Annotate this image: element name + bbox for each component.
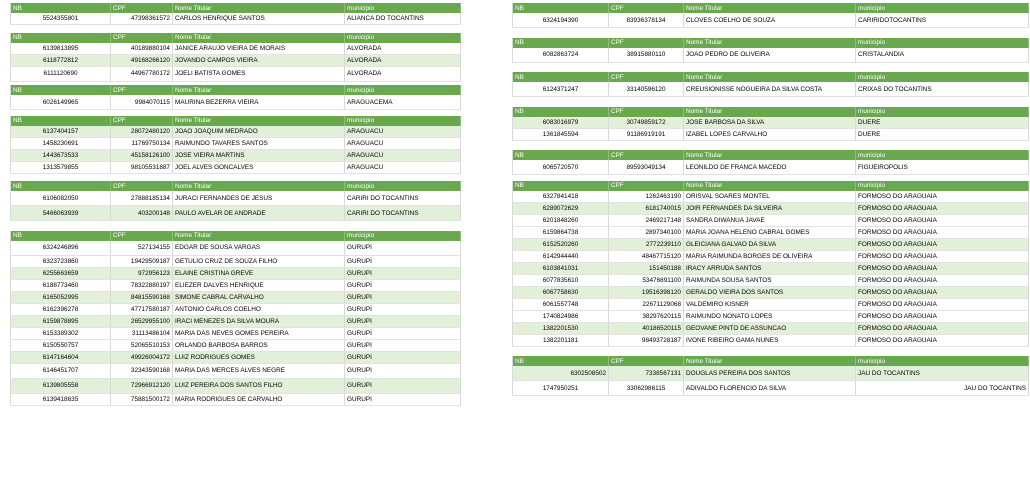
left-table (10, 3, 461, 406)
nb-cell: 6159864738 (513, 226, 609, 238)
name-cell: JOVANDO CAMPOS VIEIRA (173, 54, 345, 66)
nb-cell: 6061557748 (513, 298, 609, 310)
cpf-cell: 32343590168 (111, 363, 173, 378)
table-row (11, 54, 461, 66)
header-cpf: CPF (609, 181, 684, 191)
cpf-cell: 84815590168 (111, 291, 173, 303)
name-cell: JOIR FERNANDES DA SILVEIRA (684, 202, 856, 214)
name-cell: ELIEZER DALVES HENRIQUE (173, 279, 345, 291)
cpf-cell: 48467715120 (609, 250, 684, 262)
table-row (513, 238, 1029, 250)
cpf-cell: 527134155 (111, 241, 173, 256)
name-cell: DOUGLAS PEREIRA DOS SANTOS (684, 366, 856, 381)
municipio-cell: GURUPI (345, 267, 461, 279)
nb-cell: 6289072629 (513, 202, 609, 214)
table-row (11, 137, 461, 149)
municipio-cell: GURUPI (345, 279, 461, 291)
municipio-cell: FORMOSO DO ARAGUAIA (856, 334, 1029, 346)
nb-cell: 6067758630 (513, 286, 609, 298)
municipio-cell: FIGUEIROPOLIS (856, 160, 1029, 175)
header-titular: Nome Titular (173, 33, 345, 43)
header-nb: NB (513, 181, 609, 191)
cpf-cell: 7338567131 (609, 366, 684, 381)
header-nb: NB (11, 181, 111, 191)
table-row (11, 393, 461, 405)
name-cell: EDGAR DE SOUSA VARGAS (173, 241, 345, 256)
table-row (11, 95, 461, 110)
cpf-cell: 33062986115 (609, 381, 684, 396)
name-cell: IRACI MENEZES DA SILVA MOURA (173, 315, 345, 327)
municipio-cell: GURUPI (345, 291, 461, 303)
name-cell: LEONILDO DE FRANCA MACEDO (684, 160, 856, 175)
cpf-cell: 72966912120 (111, 378, 173, 393)
nb-cell: 6137404157 (11, 126, 111, 138)
nb-cell: 1382201530 (513, 322, 609, 334)
name-cell: MARIA DAS NEVES GOMES PEREIRA (173, 327, 345, 339)
municipio-cell: JAU DO TOCANTINS (856, 381, 1029, 396)
name-cell: MAURINA BEZERRA VIEIRA (173, 95, 345, 110)
cpf-cell: 75881500172 (111, 393, 173, 405)
cpf-cell: 2469217148 (609, 214, 684, 226)
name-cell: MARIA JOANA HELENO CABRAL GOMES (684, 226, 856, 238)
cpf-cell: 19516398120 (609, 286, 684, 298)
nb-cell: 1458230691 (11, 137, 111, 149)
municipio-cell: FORMOSO DO ARAGUAIA (856, 250, 1029, 262)
name-cell: JOAO PEDRO DE OLIVEIRA (684, 48, 856, 63)
nb-cell: 6139805558 (11, 378, 111, 393)
header-municipio: municipio (856, 72, 1029, 82)
cpf-cell: 2897340100 (609, 226, 684, 238)
nb-cell: 6302508502 (513, 366, 609, 381)
municipio-cell: CARIRI DO TOCANTINS (345, 191, 461, 206)
cpf-cell: 53476891100 (609, 274, 684, 286)
nb-cell: 6118772812 (11, 54, 111, 66)
header-nb: NB (513, 150, 609, 160)
table-row (513, 286, 1029, 298)
header-titular: Nome Titular (684, 72, 856, 82)
name-cell: VALDEMIRO KISNER (684, 298, 856, 310)
municipio-cell: FORMOSO DO ARAGUAIA (856, 214, 1029, 226)
table-header (11, 85, 461, 95)
name-cell: IZABEL LOPES CARVALHO (684, 128, 856, 140)
header-titular: Nome Titular (173, 116, 345, 126)
municipio-cell: GURUPI (345, 241, 461, 256)
header-municipio: municipio (345, 3, 461, 13)
name-cell: JOEL ALVES GONCALVES (173, 161, 345, 173)
header-municipio: municipio (856, 107, 1029, 117)
right-column (512, 3, 1028, 396)
table-row (11, 126, 461, 138)
municipio-cell: GURUPI (345, 315, 461, 327)
nb-cell: 6146451707 (11, 363, 111, 378)
nb-cell: 6077835610 (513, 274, 609, 286)
table-row (513, 117, 1029, 129)
table-row (11, 267, 461, 279)
header-titular: Nome Titular (173, 231, 345, 241)
table-row (513, 310, 1029, 322)
name-cell: GETULIO CRUZ DE SOUZA FILHO (173, 255, 345, 267)
cpf-cell: 19429509187 (111, 255, 173, 267)
nb-cell: 6150550757 (11, 339, 111, 351)
table-row (11, 315, 461, 327)
name-cell: MARIA RAIMUNDA BORGES DE OLIVEIRA (684, 250, 856, 262)
header-municipio: municipio (856, 150, 1029, 160)
municipio-cell: FORMOSO DO ARAGUAIA (856, 310, 1029, 322)
nb-cell: 6103841031 (513, 262, 609, 274)
municipio-cell: GURUPI (345, 378, 461, 393)
table-header (11, 231, 461, 241)
cpf-cell: 38297620115 (609, 310, 684, 322)
header-cpf: CPF (111, 3, 173, 13)
municipio-cell: FORMOSO DO ARAGUAIA (856, 226, 1029, 238)
table-row (513, 13, 1029, 28)
municipio-cell: GURUPI (345, 327, 461, 339)
header-cpf: CPF (111, 33, 173, 43)
cpf-cell: 78322880197 (111, 279, 173, 291)
table-row (11, 161, 461, 173)
cpf-cell: 22671129068 (609, 298, 684, 310)
header-nb: NB (513, 107, 609, 117)
nb-cell: 1747950251 (513, 381, 609, 396)
table-header (11, 3, 461, 13)
header-nb: NB (513, 72, 609, 82)
cpf-cell: 28072480120 (111, 126, 173, 138)
nb-cell: 6162396278 (11, 303, 111, 315)
municipio-cell: GURUPI (345, 255, 461, 267)
municipio-cell: GURUPI (345, 339, 461, 351)
name-cell: SIMONE CABRAL CARVALHO (173, 291, 345, 303)
cpf-cell: 27888185134 (111, 191, 173, 206)
table-row (11, 206, 461, 221)
name-cell: GEOVANE PINTO DE ASSUNCAO (684, 322, 856, 334)
nb-cell: 6201848260 (513, 214, 609, 226)
header-nb: NB (11, 3, 111, 13)
nb-cell: 6327841418 (513, 191, 609, 203)
nb-cell: 1443673533 (11, 149, 111, 161)
municipio-cell: FORMOSO DO ARAGUAIA (856, 274, 1029, 286)
name-cell: CLOVES COELHO DE SOUZA (684, 13, 856, 28)
header-titular: Nome Titular (684, 3, 856, 13)
cpf-cell: 83936378134 (609, 13, 684, 28)
nb-cell: 6147164604 (11, 351, 111, 363)
nb-cell: 6083016979 (513, 117, 609, 129)
table-row (11, 13, 461, 25)
cpf-cell: 2772239110 (609, 238, 684, 250)
nb-cell: 6026149965 (11, 95, 111, 110)
table-header (513, 107, 1029, 117)
header-nb: NB (11, 85, 111, 95)
municipio-cell: GURUPI (345, 393, 461, 405)
nb-cell: 6065720570 (513, 160, 609, 175)
header-cpf: CPF (609, 107, 684, 117)
municipio-cell: GURUPI (345, 303, 461, 315)
cpf-cell: 49926004172 (111, 351, 173, 363)
name-cell: GLEICIANA GALVAO DA SILVA (684, 238, 856, 250)
cpf-cell: 38915880110 (609, 48, 684, 63)
header-cpf: CPF (609, 72, 684, 82)
header-municipio: municipio (856, 356, 1029, 366)
header-municipio: municipio (345, 116, 461, 126)
nb-cell: 6142944440 (513, 250, 609, 262)
table-row (11, 66, 461, 81)
table-row (11, 327, 461, 339)
cpf-cell: 6181740015 (609, 202, 684, 214)
table-header (513, 38, 1029, 48)
table-row (513, 274, 1029, 286)
nb-cell: 6153389302 (11, 327, 111, 339)
header-titular: Nome Titular (684, 38, 856, 48)
cpf-cell: 9984070115 (111, 95, 173, 110)
cpf-cell: 98493728187 (609, 334, 684, 346)
cpf-cell: 30749859172 (609, 117, 684, 129)
nb-cell: 6165052995 (11, 291, 111, 303)
nb-cell: 5466063939 (11, 206, 111, 221)
municipio-cell: CRIXAS DO TOCANTINS (856, 82, 1029, 97)
municipio-cell: FORMOSO DO ARAGUAIA (856, 286, 1029, 298)
nb-cell: 1382201181 (513, 334, 609, 346)
header-cpf: CPF (609, 150, 684, 160)
municipio-cell: FORMOSO DO ARAGUAIA (856, 191, 1029, 203)
name-cell: JANICE ARAUJO VIEIRA DE MORAIS (173, 43, 345, 55)
table-header (11, 181, 461, 191)
header-cpf: CPF (111, 116, 173, 126)
table-header (513, 356, 1029, 366)
table-row (513, 214, 1029, 226)
header-municipio: municipio (345, 33, 461, 43)
header-cpf: CPF (609, 38, 684, 48)
cpf-cell: 91186919191 (609, 128, 684, 140)
table-header (11, 116, 461, 126)
municipio-cell: ALVORADA (345, 43, 461, 55)
name-cell: RAIMUNDO TAVARES SANTOS (173, 137, 345, 149)
table-row (513, 322, 1029, 334)
table-row (513, 366, 1029, 381)
municipio-cell: ARAGUACU (345, 126, 461, 138)
cpf-cell: 11769750134 (111, 137, 173, 149)
municipio-cell: FORMOSO DO ARAGUAIA (856, 262, 1029, 274)
table-row (11, 191, 461, 206)
cpf-cell: 26529955100 (111, 315, 173, 327)
table-row (513, 226, 1029, 238)
cpf-cell: 40189880104 (111, 43, 173, 55)
municipio-cell: ARAGUACU (345, 161, 461, 173)
nb-cell: 6139813895 (11, 43, 111, 55)
header-titular: Nome Titular (684, 150, 856, 160)
name-cell: CARLOS HENRIQUE SANTOS (173, 13, 345, 25)
name-cell: MARIA RODRIGUES DE CARVALHO (173, 393, 345, 405)
table-row (513, 202, 1029, 214)
header-cpf: CPF (111, 85, 173, 95)
table-row (513, 381, 1029, 396)
header-titular: Nome Titular (173, 181, 345, 191)
municipio-cell: GURUPI (345, 363, 461, 378)
name-cell: PAULO AVELAR DE ANDRADE (173, 206, 345, 221)
municipio-cell: ALIANCA DO TOCANTINS (345, 13, 461, 25)
table-row (11, 351, 461, 363)
cpf-cell: 151450188 (609, 262, 684, 274)
name-cell: JOELI BATISTA GOMES (173, 66, 345, 81)
cpf-cell: 47398361572 (111, 13, 173, 25)
header-municipio: municipio (856, 38, 1029, 48)
header-municipio: municipio (345, 85, 461, 95)
table-row (11, 255, 461, 267)
municipio-cell: CARIRI DO TOCANTINS (345, 206, 461, 221)
cpf-cell: 31113486104 (111, 327, 173, 339)
table-header (513, 181, 1029, 191)
nb-cell: 6159878895 (11, 315, 111, 327)
header-titular: Nome Titular (684, 181, 856, 191)
nb-cell: 6324194390 (513, 13, 609, 28)
cpf-cell: 49168266120 (111, 54, 173, 66)
table-row (513, 298, 1029, 310)
name-cell: IRACY ARRUDA SANTOS (684, 262, 856, 274)
name-cell: ORLANDO BARBOSA BARROS (173, 339, 345, 351)
table-row (513, 250, 1029, 262)
municipio-cell: ARAGUACU (345, 149, 461, 161)
table-header (513, 72, 1029, 82)
nb-cell: 1361845594 (513, 128, 609, 140)
header-titular: Nome Titular (684, 107, 856, 117)
table-row (11, 378, 461, 393)
municipio-cell: CRISTALANDIA (856, 48, 1029, 63)
name-cell: RAIMUNDA SOUSA SANTOS (684, 274, 856, 286)
nb-cell: 6324246896 (11, 241, 111, 256)
header-municipio: municipio (345, 231, 461, 241)
nb-cell: 6139418635 (11, 393, 111, 405)
cpf-cell: 1262463190 (609, 191, 684, 203)
cpf-cell: 45158126100 (111, 149, 173, 161)
cpf-cell: 44967780172 (111, 66, 173, 81)
header-titular: Nome Titular (173, 3, 345, 13)
table-row (513, 262, 1029, 274)
table-row (513, 82, 1029, 97)
nb-cell: 6124371247 (513, 82, 609, 97)
header-cpf: CPF (609, 356, 684, 366)
header-cpf: CPF (609, 3, 684, 13)
name-cell: LUIZ RODRIGUES GOMES (173, 351, 345, 363)
name-cell: RAIMUNDO NONATO LOPES (684, 310, 856, 322)
table-row (513, 48, 1029, 63)
cpf-cell: 33140596120 (609, 82, 684, 97)
cpf-cell: 972956123 (111, 267, 173, 279)
table-header (11, 33, 461, 43)
nb-cell: 6255663659 (11, 267, 111, 279)
header-municipio: municipio (345, 181, 461, 191)
name-cell: ADIVALDO FLORENCIO DA SILVA (684, 381, 856, 396)
cpf-cell: 89593049134 (609, 160, 684, 175)
municipio-cell: JAU DO TOCANTINS (856, 366, 1029, 381)
table-row (11, 303, 461, 315)
name-cell: JOSE VIEIRA MARTINS (173, 149, 345, 161)
table-row (513, 128, 1029, 140)
name-cell: ANTONIO CARLOS COELHO (173, 303, 345, 315)
table-row (513, 334, 1029, 346)
municipio-cell: ALVORADA (345, 54, 461, 66)
table-row (11, 291, 461, 303)
municipio-cell: GURUPI (345, 351, 461, 363)
cpf-cell: 40186520115 (609, 322, 684, 334)
header-titular: Nome Titular (684, 356, 856, 366)
table-row (513, 160, 1029, 175)
municipio-cell: ALVORADA (345, 66, 461, 81)
header-nb: NB (11, 116, 111, 126)
header-nb: NB (11, 231, 111, 241)
table-header (513, 150, 1029, 160)
header-cpf: CPF (111, 181, 173, 191)
name-cell: LUIZ PEREIRA DOS SANTOS FILHO (173, 378, 345, 393)
nb-cell: 6111120690 (11, 66, 111, 81)
table-row (513, 191, 1029, 203)
municipio-cell: FORMOSO DO ARAGUAIA (856, 238, 1029, 250)
nb-cell: 6188773460 (11, 279, 111, 291)
header-nb: NB (513, 356, 609, 366)
header-municipio: municipio (856, 3, 1029, 13)
cpf-cell: 47717580187 (111, 303, 173, 315)
municipio-cell: ARAGUACU (345, 137, 461, 149)
header-nb: NB (11, 33, 111, 43)
header-nb: NB (513, 38, 609, 48)
header-municipio: municipio (856, 181, 1029, 191)
left-column (10, 3, 460, 406)
name-cell: GERALDO VIEIRA DOS SANTOS (684, 286, 856, 298)
nb-cell: 6106082050 (11, 191, 111, 206)
municipio-cell: FORMOSO DO ARAGUAIA (856, 322, 1029, 334)
nb-cell: 5524355801 (11, 13, 111, 25)
header-nb: NB (513, 3, 609, 13)
name-cell: ELAINE CRISTINA GREVE (173, 267, 345, 279)
cpf-cell: 98105531887 (111, 161, 173, 173)
municipio-cell: CARIRIDOTOCANTINS (856, 13, 1029, 28)
municipio-cell: DUERE (856, 117, 1029, 129)
nb-cell: 6082863724 (513, 48, 609, 63)
municipio-cell: DUERE (856, 128, 1029, 140)
table-row (11, 149, 461, 161)
cpf-cell: 52065510153 (111, 339, 173, 351)
table-row (11, 241, 461, 256)
name-cell: IVONE RIBEIRO GAMA NUNES (684, 334, 856, 346)
cpf-cell: 403200148 (111, 206, 173, 221)
name-cell: JURACI FERNANDES DE JESUS (173, 191, 345, 206)
header-cpf: CPF (111, 231, 173, 241)
nb-cell: 1740824986 (513, 310, 609, 322)
header-titular: Nome Titular (173, 85, 345, 95)
table-row (11, 363, 461, 378)
name-cell: JOSE BARBOSA DA SILVA (684, 117, 856, 129)
nb-cell: 1313579855 (11, 161, 111, 173)
municipio-cell: FORMOSO DO ARAGUAIA (856, 298, 1029, 310)
nb-cell: 6323723860 (11, 255, 111, 267)
name-cell: MARIA DAS MERCES ALVES NEGRE (173, 363, 345, 378)
name-cell: JOAO JOAQUIM MEDRADO (173, 126, 345, 138)
right-table (512, 3, 1029, 396)
nb-cell: 6152520260 (513, 238, 609, 250)
name-cell: ORISVAL SOARES MONTEL (684, 191, 856, 203)
table-row (11, 339, 461, 351)
municipio-cell: FORMOSO DO ARAGUAIA (856, 202, 1029, 214)
table-row (11, 279, 461, 291)
table-row (11, 43, 461, 55)
municipio-cell: ARAGUACEMA (345, 95, 461, 110)
name-cell: SANDRA DIWANUA JAVAE (684, 214, 856, 226)
name-cell: CREUSIONISSE NOGUEIRA DA SILVA COSTA (684, 82, 856, 97)
table-header (513, 3, 1029, 13)
